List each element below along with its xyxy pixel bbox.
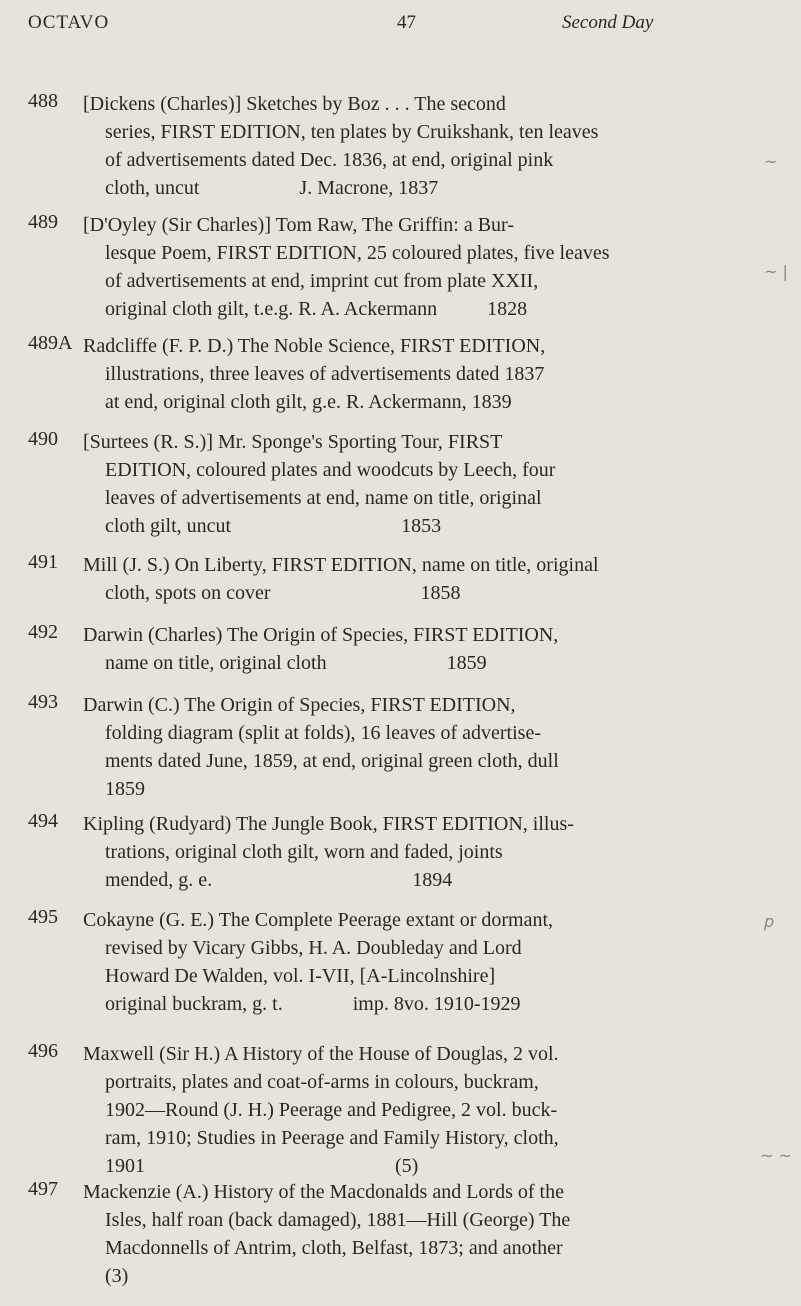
lot-line: trations, original cloth gilt, worn and faded, joints xyxy=(105,841,503,863)
margin-annotation: p xyxy=(764,912,775,931)
lot-line: cloth, spots on cover 1858 xyxy=(105,582,461,604)
lot-line: revised by Vicary Gibbs, H. A. Doubleday and Lord xyxy=(105,937,522,959)
lot-number: 490 xyxy=(28,428,58,450)
lot-line: lesque Poem, FIRST EDITION, 25 coloured plates, five leaves xyxy=(105,242,610,264)
lot-description xyxy=(83,621,745,677)
lot-line: name on title, original cloth 1859 xyxy=(105,652,487,674)
lot-line: ments dated June, 1859, at end, original green cloth, dull xyxy=(105,750,559,772)
lot-line: original cloth gilt, t.e.g. R. A. Ackermann 1828 xyxy=(105,298,528,320)
lot-line: [Surtees (R. S.)] Mr. Sponge's Sporting Tour, FIRST xyxy=(83,431,503,453)
lot-description xyxy=(83,906,745,1018)
lot-line: Mackenzie (A.) History of the Macdonalds and Lords of the xyxy=(83,1181,564,1203)
lot-line: cloth, uncut J. Macrone, 1837 xyxy=(105,177,439,199)
lot-number: 489A xyxy=(28,332,73,354)
lot-line: EDITION, coloured plates and woodcuts by Leech, four xyxy=(105,459,556,481)
lot-line: Kipling (Rudyard) The Jungle Book, FIRST EDITION, illus- xyxy=(83,813,574,835)
lot-description xyxy=(83,211,745,323)
lot-line: portraits, plates and coat-of-arms in colours, buckram, xyxy=(105,1071,539,1093)
lot-line: at end, original cloth gilt, g.e. R. Ackermann, 1839 xyxy=(105,391,512,413)
lot-line: ram, 1910; Studies in Peerage and Family History, cloth, xyxy=(105,1127,559,1149)
lot-line: Darwin (C.) The Origin of Species, FIRST EDITION, xyxy=(83,694,516,716)
lot-line: Darwin (Charles) The Origin of Species, FIRST EDITION, xyxy=(83,624,559,646)
lot-description xyxy=(83,691,745,803)
lot-number: 492 xyxy=(28,621,58,643)
lot-line: 1859 xyxy=(105,778,145,800)
page-header xyxy=(0,12,801,42)
lot-line: Isles, half roan (back damaged), 1881—Hill (George) The xyxy=(105,1209,571,1231)
header-format: OCTAVO xyxy=(28,12,110,33)
lot-number: 497 xyxy=(28,1178,58,1200)
lot-description xyxy=(83,428,745,540)
lot-description xyxy=(83,332,745,416)
lot-description xyxy=(83,551,745,607)
lot-line: illustrations, three leaves of advertisements dated 1837 xyxy=(105,363,545,385)
lot-line: Cokayne (G. E.) The Complete Peerage extant or dormant, xyxy=(83,909,554,931)
lot-number: 491 xyxy=(28,551,58,573)
lot-line: folding diagram (split at folds), 16 leaves of advertise- xyxy=(105,722,541,744)
lot-line: series, FIRST EDITION, ten plates by Cruikshank, ten leaves xyxy=(105,121,599,143)
lot-line: of advertisements dated Dec. 1836, at end, original pink xyxy=(105,149,554,171)
lot-line: Maxwell (Sir H.) A History of the House of Douglas, 2 vol. xyxy=(83,1043,559,1065)
lot-description xyxy=(83,810,745,894)
margin-annotation: ~ | xyxy=(764,262,788,281)
lot-number: 489 xyxy=(28,211,58,233)
page-number: 47 xyxy=(397,12,416,33)
lot-line: Howard De Walden, vol. I-VII, [A-Lincolnshire] xyxy=(105,965,496,987)
lot-number: 496 xyxy=(28,1040,58,1062)
lot-description xyxy=(83,90,745,202)
lot-line: 1901 (5) xyxy=(105,1155,419,1177)
margin-annotation: ~ ~ xyxy=(760,1146,792,1165)
lot-line: Radcliffe (F. P. D.) The Noble Science, FIRST EDITION, xyxy=(83,335,546,357)
lot-description xyxy=(83,1178,745,1290)
lot-line: [D'Oyley (Sir Charles)] Tom Raw, The Griffin: a Bur- xyxy=(83,214,514,236)
lot-line: [Dickens (Charles)] Sketches by Boz . . . The second xyxy=(83,93,506,115)
lot-number: 488 xyxy=(28,90,58,112)
lot-number: 494 xyxy=(28,810,58,832)
header-day: Second Day xyxy=(562,12,654,33)
lot-number: 493 xyxy=(28,691,58,713)
lot-line: Macdonnells of Antrim, cloth, Belfast, 1873; and another xyxy=(105,1237,563,1259)
lot-line: mended, g. e. 1894 xyxy=(105,869,453,891)
margin-annotation: ~ xyxy=(764,152,778,171)
lot-line: (3) xyxy=(105,1265,129,1287)
lot-line: 1902—Round (J. H.) Peerage and Pedigree, 2 vol. buck- xyxy=(105,1099,558,1121)
lot-line: leaves of advertisements at end, name on title, original xyxy=(105,487,542,509)
lot-line: cloth gilt, uncut 1853 xyxy=(105,515,442,537)
lot-number: 495 xyxy=(28,906,58,928)
lot-line: Mill (J. S.) On Liberty, FIRST EDITION, name on title, original xyxy=(83,554,599,576)
lot-line: of advertisements at end, imprint cut from plate XXII, xyxy=(105,270,539,292)
lot-line: original buckram, g. t. imp. 8vo. 1910-1929 xyxy=(105,993,521,1015)
lot-description xyxy=(83,1040,745,1180)
